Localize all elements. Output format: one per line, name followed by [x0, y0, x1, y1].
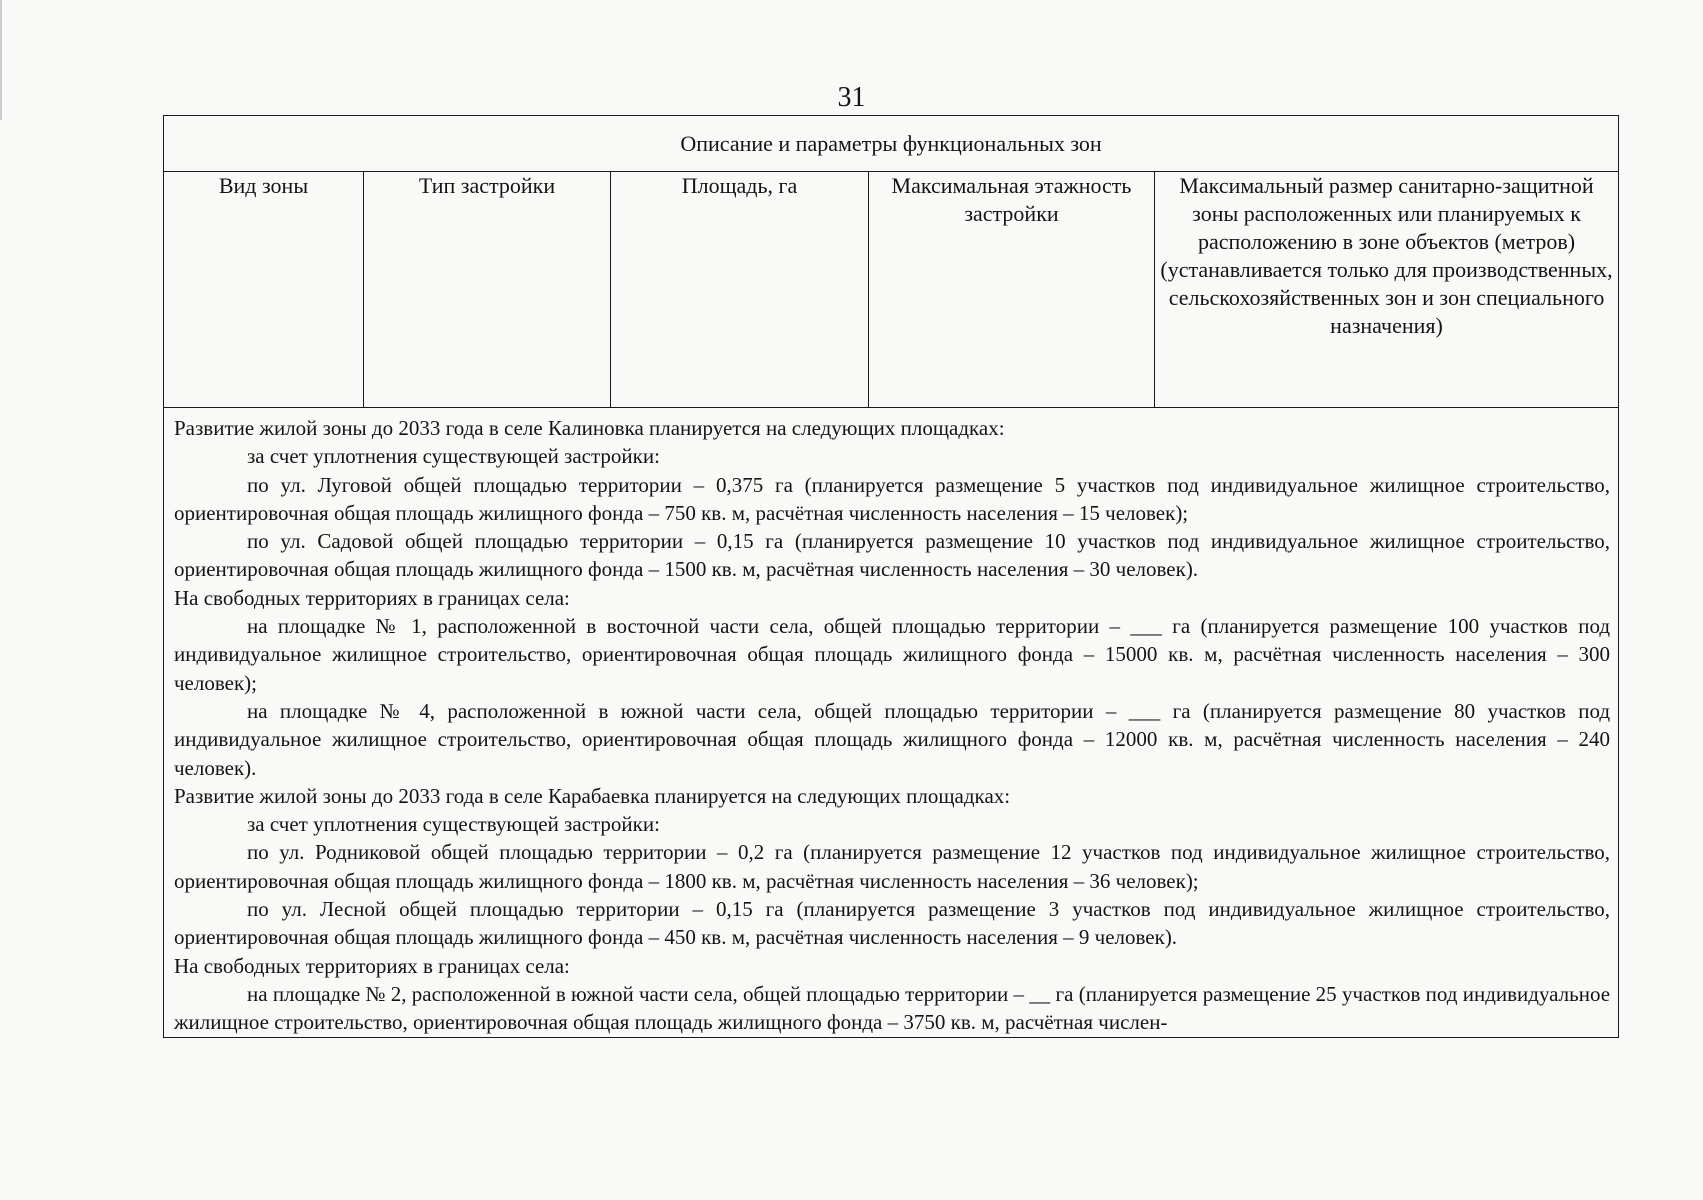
body-paragraph: на площадке № 4, расположенной в южной части села, общей площадью территории – ___ га (планируется размещение 80 участков под индивидуальное жилищное строительство, ориентировочная общая площадь жилищного фонда – 12000 кв. м, расчётная численность населения – 240 человек).	[174, 698, 1611, 780]
header-building-type: Тип застройки	[364, 172, 611, 408]
header-max-floors: Максимальная этажность застройки	[869, 172, 1155, 408]
body-paragraph: по ул. Садовой общей площадью территории – 0,15 га (планируется размещение 10 участков под индивидуальное жилищное строительство, ориентировочная общая площадь жилищного фонда – 1500 кв. м, расчётная численность населения – 30 человек).	[174, 529, 1611, 582]
body-paragraph: по ул. Луговой общей площадью территории – 0,375 га (планируется размещение 5 участков под индивидуальное жилищное строительство, ориентировочная общая площадь жилищного фонда – 750 кв. м, расчётная численность населения – 15 человек);	[174, 472, 1611, 525]
body-paragraph: за счет уплотнения существующей застройки:	[247, 812, 660, 837]
body-paragraph: Развитие жилой зоны до 2033 года в селе Калиновка планируется на следующих площадках:	[174, 416, 1005, 440]
body-paragraph: На свободных территориях в границах села:	[174, 953, 570, 978]
body-paragraph: на площадке № 1, расположенной в восточной части села, общей площадью территории – ___ га (планируется размещение 100 участков под индивидуальное жилищное строительство, ориентировочная общая площадь жилищного фонда – 15000 кв. м, расчётная численность населения – 300 человек);	[174, 614, 1611, 695]
body-paragraph: по ул. Родниковой общей площадью территории – 0,2 га (планируется размещение 12 участков под индивидуальное жилищное строительство, ориентировочная общая площадь жилищного фонда – 1800 кв. м, расчётная численность населения – 36 человек);	[174, 840, 1611, 893]
zone-description-cell	[164, 408, 1619, 1038]
header-area: Площадь, га	[611, 172, 869, 408]
body-paragraph: на площадке № 2, расположенной в южной части села, общей площадью территории – __ га (планируется размещение 25 участков под индивидуальное жилищное строительство, ориентировочная общая площадь жилищного фонда – 3750 кв. м, расчётная числен-	[174, 981, 1611, 1035]
header-sanitary-zone: Максимальный размер санитарно-защитной зоны расположенных или планируемых к расположению в зоне объектов (метров) (устанавливается только для производственных, сельскохозяйственных зон и зон специального назначения)	[1155, 172, 1619, 408]
body-paragraph: Развитие жилой зоны до 2033 года в селе Карабаевка планируется на следующих площадках:	[174, 783, 1011, 808]
body-paragraph: На свободных территориях в границах села:	[174, 585, 570, 610]
header-zone-type: Вид зоны	[164, 172, 364, 408]
page-number: 31	[837, 82, 866, 113]
functional-zones-table	[163, 115, 1619, 1038]
body-paragraph: по ул. Лесной общей площадью территории – 0,15 га (планируется размещение 3 участков под индивидуальное жилищное строительство, ориентировочная общая площадь жилищного фонда – 450 кв. м, расчётная численность населения – 9 человек).	[174, 897, 1611, 950]
body-paragraph: за счет уплотнения существующей застройки:	[247, 444, 660, 469]
table-caption: Описание и параметры функциональных зон	[164, 116, 1619, 172]
